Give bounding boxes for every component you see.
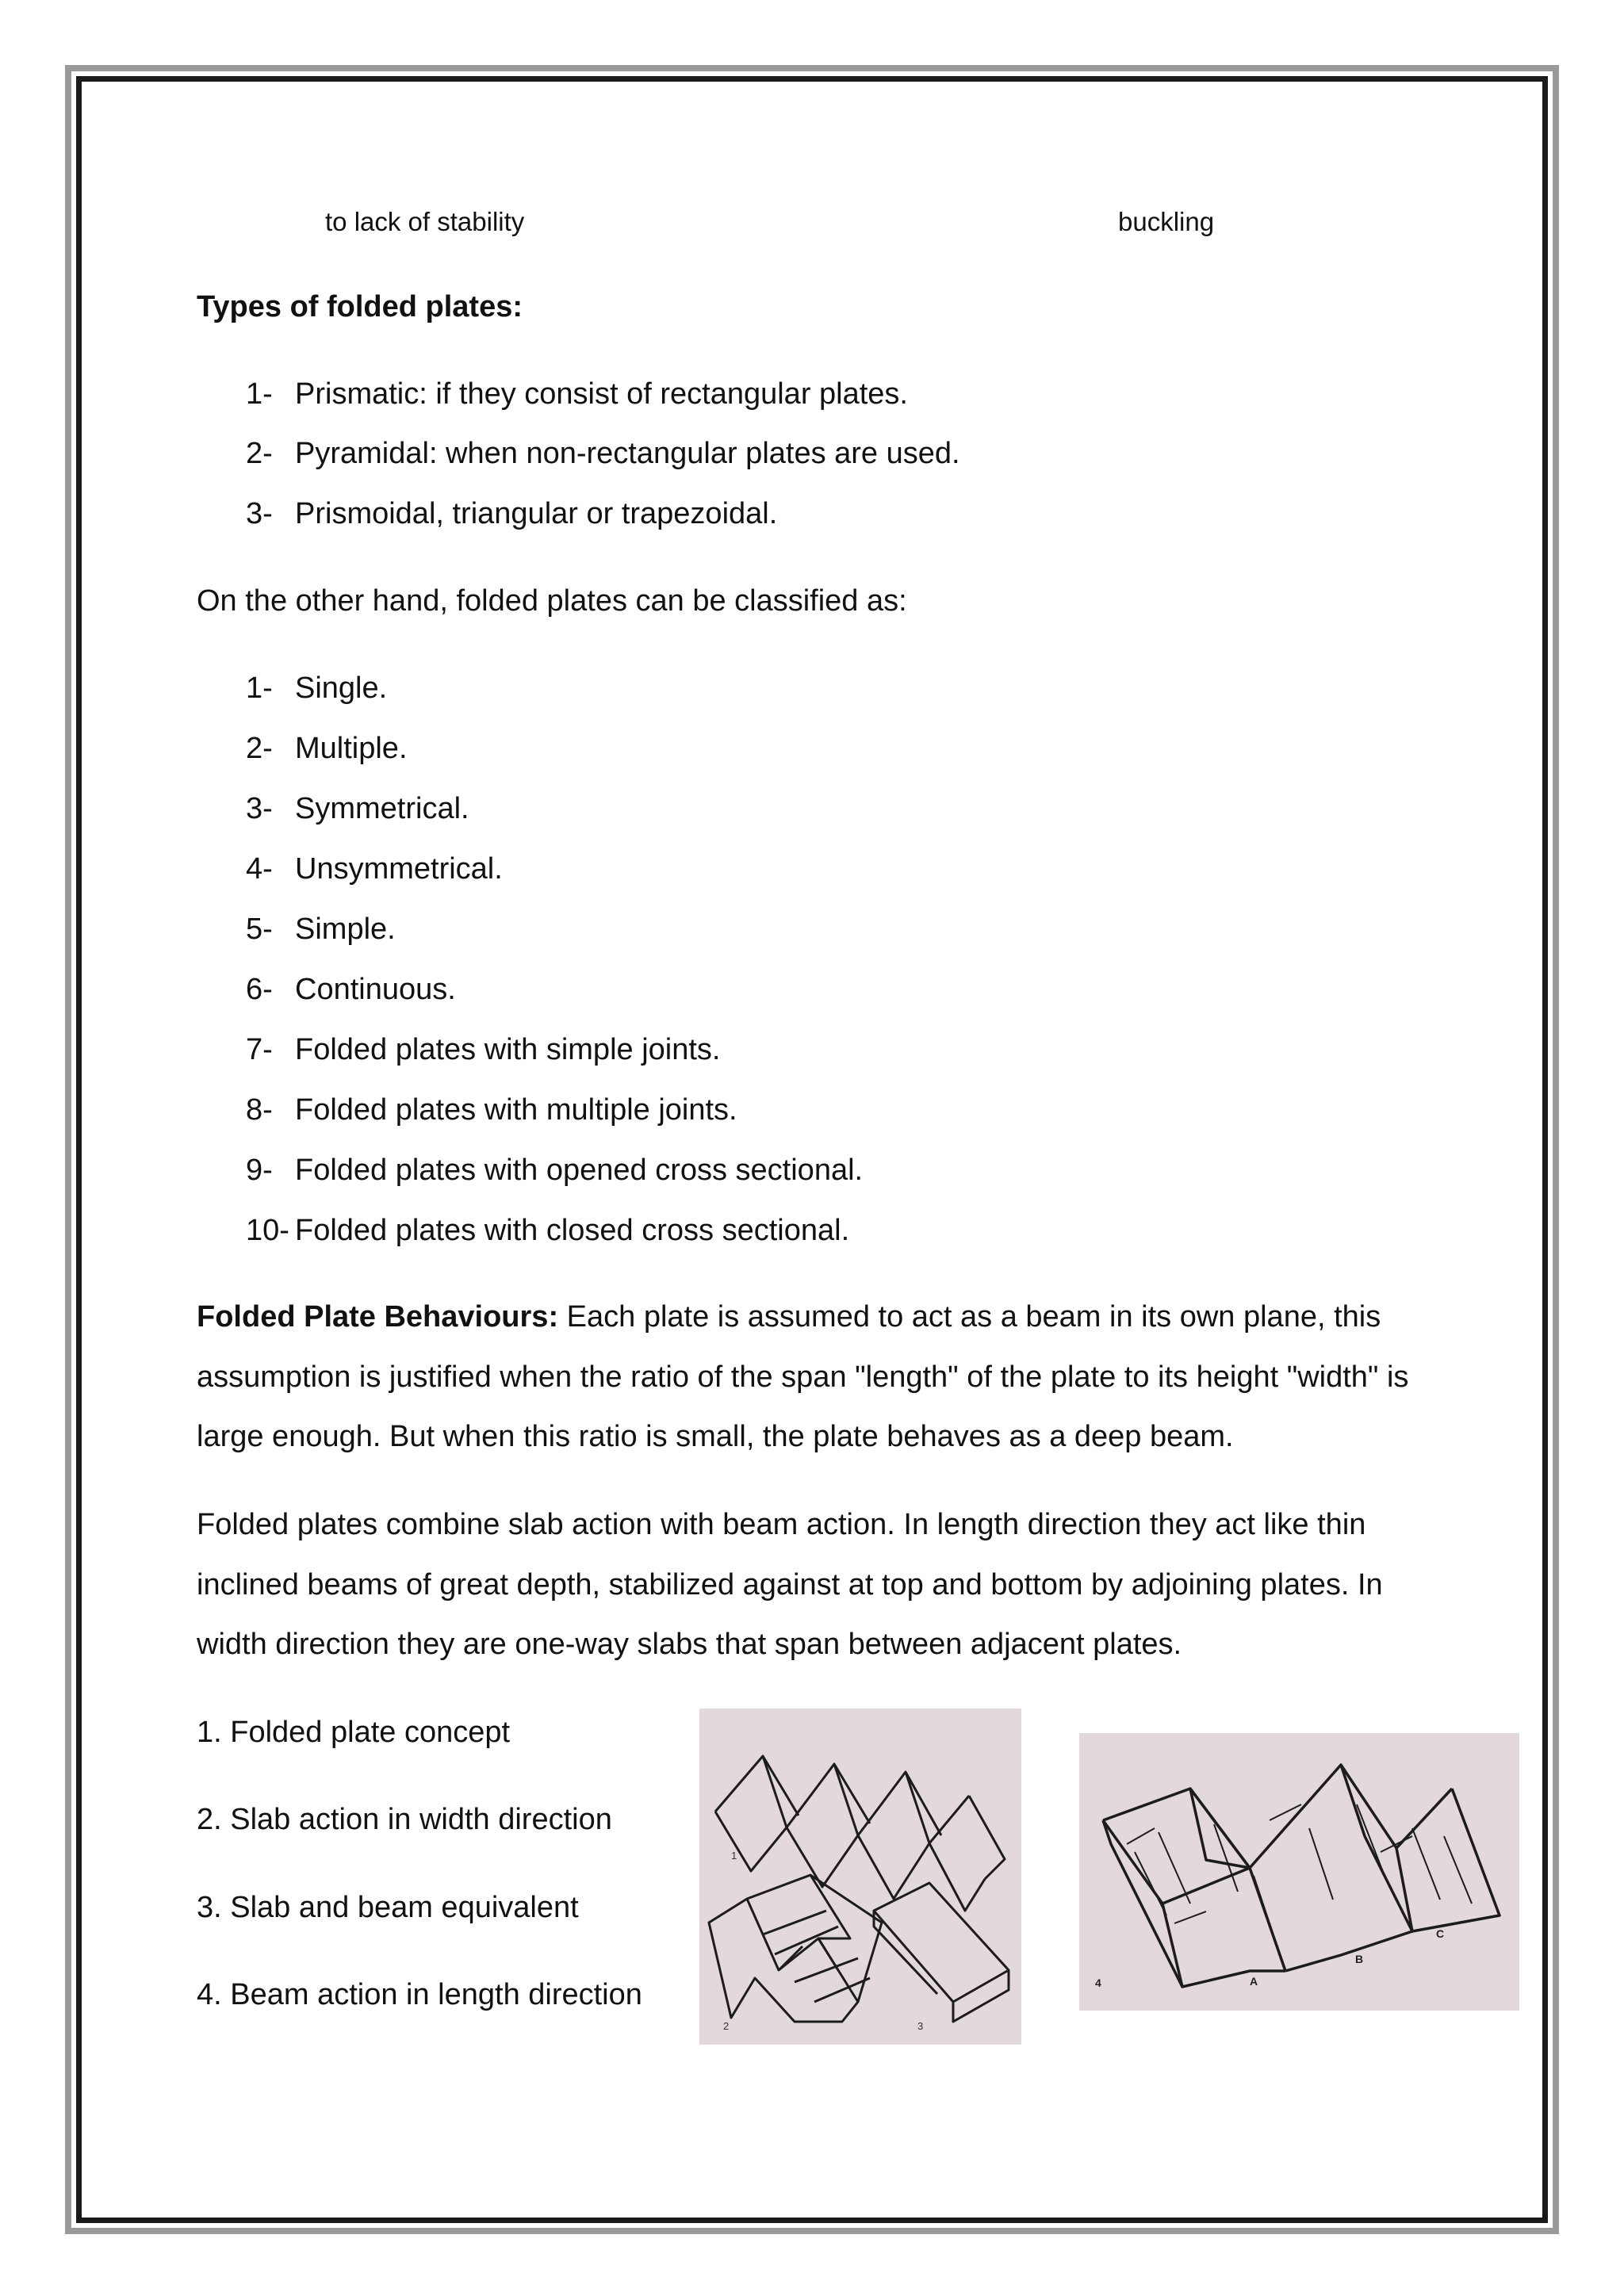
- list-item-text: Symmetrical.: [295, 792, 469, 825]
- list-item-number: 4-: [246, 852, 273, 886]
- figure-label: 2: [723, 2020, 730, 2032]
- figure-caption: 1. Folded plate concept: [197, 1716, 511, 1749]
- folded-plate-figure-2: [1079, 1733, 1519, 2011]
- list-item-number: 10-: [246, 1214, 289, 1247]
- list-item-text: Single.: [295, 672, 388, 705]
- list-item-text: Folded plates with opened cross sectional.: [295, 1154, 864, 1187]
- figure-label: 3: [917, 2020, 924, 2032]
- top-row-left-text: to lack of stability: [325, 207, 525, 236]
- list-item-number: 3-: [246, 497, 273, 530]
- list-item-number: 3-: [246, 792, 273, 825]
- combine-paragraph: Folded plates combine slab action with beam action. In length direction they act like thin inclined beams of great depth, stabilized against at top and bottom by adjoining plates. In width direction they are one-way slabs that span between adjacent plates.: [197, 1508, 1383, 1661]
- types-heading: Types of folded plates:: [197, 290, 523, 323]
- figure-label: A: [1250, 1975, 1258, 1988]
- list-item-number: 5-: [246, 913, 273, 946]
- list-item-number: 8-: [246, 1093, 273, 1127]
- behaviour-label: Folded Plate Behaviours:: [197, 1300, 559, 1334]
- folded-plate-drawing-1: [699, 1709, 1021, 2045]
- list-item-number: 1-: [246, 672, 273, 705]
- figure-caption: 3. Slab and beam equivalent: [197, 1891, 579, 1924]
- behaviour-paragraph: [197, 1288, 1434, 1468]
- top-row-right-text: buckling: [1118, 207, 1215, 236]
- folded-plate-figure-1: [699, 1709, 1021, 2045]
- list-item-text: Folded plates with simple joints.: [295, 1033, 721, 1066]
- figure-caption: 4. Beam action in length direction: [197, 1978, 642, 2011]
- list-item-text: Multiple.: [295, 732, 408, 765]
- list-item-text: Folded plates with multiple joints.: [295, 1093, 737, 1127]
- list-item-number: 9-: [246, 1154, 273, 1187]
- list-item-text: Simple.: [295, 913, 396, 946]
- list-item-text: Unsymmetrical.: [295, 852, 503, 886]
- list-item-number: 2-: [246, 437, 273, 470]
- list-item-text: Prismoidal, triangular or trapezoidal.: [295, 497, 778, 530]
- list-item-number: 1-: [246, 377, 273, 411]
- figure-label: 4: [1095, 1976, 1101, 1989]
- list-item-text: Prismatic: if they consist of rectangular plates.: [295, 377, 908, 411]
- list-item-number: 2-: [246, 732, 273, 765]
- list-item-number: 6-: [246, 973, 273, 1006]
- list-item-text: Continuous.: [295, 973, 456, 1006]
- classified-intro: On the other hand, folded plates can be classified as:: [197, 584, 907, 618]
- list-item-text: Folded plates with closed cross sectional.: [295, 1214, 850, 1247]
- figure-label: C: [1436, 1927, 1445, 1940]
- behaviour-text: Each plate is assumed to act as a beam in its own plane, this assumption is justified when the ratio of the span "length" of the plate to its height "width" is large enough. But when this ratio is small, the plate behaves as a deep beam.: [197, 1300, 1409, 1453]
- folded-plate-drawing-2: [1079, 1733, 1519, 2011]
- list-item-text: Pyramidal: when non-rectangular plates are used.: [295, 437, 960, 470]
- list-item-number: 7-: [246, 1033, 273, 1066]
- figure-label: 1: [731, 1850, 737, 1862]
- figure-label: B: [1355, 1953, 1364, 1965]
- figure-caption: 2. Slab action in width direction: [197, 1803, 612, 1836]
